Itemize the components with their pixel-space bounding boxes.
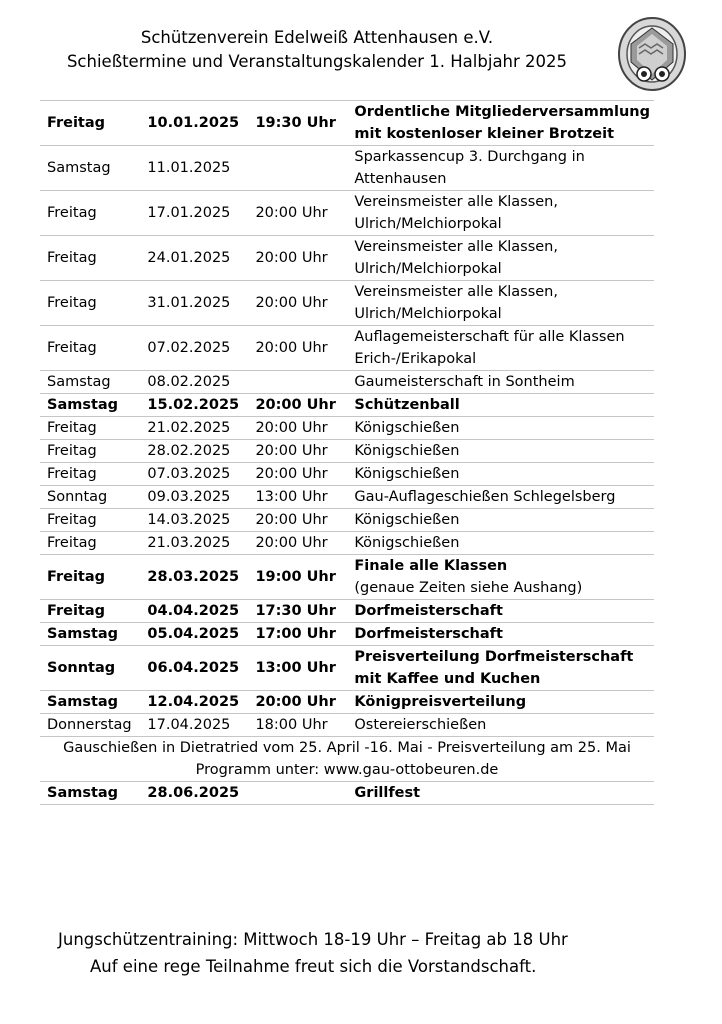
date-cell: 17.04.2025: [140, 714, 248, 737]
day-cell: Freitag: [40, 281, 140, 326]
event-line: Gaumeisterschaft in Sontheim: [354, 374, 575, 390]
date-cell: 28.06.2025: [140, 782, 248, 805]
time-cell: 19:30 Uhr: [248, 101, 347, 146]
time-cell: 20:00 Uhr: [248, 463, 347, 486]
date-cell: 05.04.2025: [140, 623, 248, 646]
date-cell: 08.02.2025: [140, 371, 248, 394]
day-cell: Samstag: [40, 146, 140, 191]
schedule-note-row: [40, 737, 654, 782]
event-cell: [347, 486, 654, 509]
event-line: Vereinsmeister alle Klassen,: [354, 194, 558, 210]
schedule-row: [40, 555, 654, 600]
day-cell: Freitag: [40, 417, 140, 440]
day-cell: Freitag: [40, 326, 140, 371]
time-cell: 20:00 Uhr: [248, 326, 347, 371]
event-line: Attenhausen: [354, 171, 447, 187]
event-line: Preisverteilung Dorfmeisterschaft: [354, 649, 634, 665]
date-cell: 10.01.2025: [140, 101, 248, 146]
date-cell: 11.01.2025: [140, 146, 248, 191]
event-line: Vereinsmeister alle Klassen,: [354, 284, 558, 300]
closing-note: Auf eine rege Teilnahme freut sich die Vorstandschaft.: [90, 957, 537, 976]
note-line: Gauschießen in Dietratried vom 25. April -16. Mai - Preisverteilung am 25. Mai: [63, 740, 631, 756]
schedule-row: [40, 714, 654, 737]
note-line: Programm unter: www.gau-ottobeuren.de: [195, 762, 499, 778]
event-cell: [347, 440, 654, 463]
schedule-row: [40, 782, 654, 805]
club-name: Schützenverein Edelweiß Attenhausen e.V.: [140, 28, 494, 47]
time-cell: 19:00 Uhr: [248, 555, 347, 600]
schedule-row: [40, 281, 654, 326]
event-line: Ulrich/Melchiorpokal: [354, 261, 502, 277]
time-cell: 13:00 Uhr: [248, 486, 347, 509]
event-line: Ulrich/Melchiorpokal: [354, 216, 502, 232]
schedule-row: [40, 600, 654, 623]
event-cell: [347, 417, 654, 440]
event-cell: [347, 691, 654, 714]
day-cell: Freitag: [40, 101, 140, 146]
date-cell: 07.03.2025: [140, 463, 248, 486]
schedule-row: [40, 463, 654, 486]
event-line: Schützenball: [354, 397, 460, 413]
date-cell: 07.02.2025: [140, 326, 248, 371]
date-cell: 06.04.2025: [140, 646, 248, 691]
event-cell: [347, 509, 654, 532]
day-cell: Samstag: [40, 394, 140, 417]
schedule-row: [40, 146, 654, 191]
event-line: Königpreisverteilung: [354, 694, 527, 710]
time-cell: 20:00 Uhr: [248, 509, 347, 532]
event-cell: [347, 532, 654, 555]
time-cell: [248, 371, 347, 394]
event-line: Königschießen: [354, 443, 460, 459]
document-header: [0, 26, 634, 74]
day-cell: Samstag: [40, 782, 140, 805]
document-title: Schießtermine und Veranstaltungskalender 1. Halbjahr 2025: [66, 52, 568, 71]
time-cell: [248, 146, 347, 191]
event-cell: [347, 600, 654, 623]
date-cell: 17.01.2025: [140, 191, 248, 236]
day-cell: Sonntag: [40, 486, 140, 509]
date-cell: 31.01.2025: [140, 281, 248, 326]
event-cell: [347, 191, 654, 236]
event-cell: [347, 714, 654, 737]
day-cell: Freitag: [40, 191, 140, 236]
date-cell: 12.04.2025: [140, 691, 248, 714]
date-cell: 21.03.2025: [140, 532, 248, 555]
event-line: Königschießen: [354, 535, 460, 551]
event-line: Ordentliche Mitgliederversammlung: [354, 104, 650, 120]
time-cell: 17:00 Uhr: [248, 623, 347, 646]
event-cell: [347, 236, 654, 281]
day-cell: Freitag: [40, 440, 140, 463]
date-cell: 14.03.2025: [140, 509, 248, 532]
time-cell: 18:00 Uhr: [248, 714, 347, 737]
date-cell: 09.03.2025: [140, 486, 248, 509]
schedule-row: [40, 486, 654, 509]
event-line: Finale alle Klassen: [354, 558, 508, 574]
event-cell: [347, 281, 654, 326]
event-line: mit Kaffee und Kuchen: [354, 671, 541, 687]
day-cell: Samstag: [40, 623, 140, 646]
event-line: Ulrich/Melchiorpokal: [354, 306, 502, 322]
day-cell: Freitag: [40, 555, 140, 600]
event-cell: [347, 101, 654, 146]
note-cell: [40, 737, 654, 782]
schedule-row: [40, 440, 654, 463]
event-line: Königschießen: [354, 466, 460, 482]
event-line: Sparkassencup 3. Durchgang in: [354, 149, 585, 165]
schedule-row: [40, 623, 654, 646]
time-cell: 20:00 Uhr: [248, 394, 347, 417]
event-cell: [347, 646, 654, 691]
event-line: Grillfest: [354, 785, 421, 801]
event-line: Ostereierschießen: [354, 717, 487, 733]
event-cell: [347, 555, 654, 600]
event-line: (genaue Zeiten siehe Aushang): [354, 580, 583, 596]
date-cell: 21.02.2025: [140, 417, 248, 440]
time-cell: 17:30 Uhr: [248, 600, 347, 623]
club-emblem-icon: [617, 16, 687, 92]
time-cell: [248, 782, 347, 805]
date-cell: 04.04.2025: [140, 600, 248, 623]
day-cell: Donnerstag: [40, 714, 140, 737]
day-cell: Freitag: [40, 532, 140, 555]
event-line: Erich-/Erikapokal: [354, 351, 477, 367]
event-line: Auflagemeisterschaft für alle Klassen: [354, 329, 625, 345]
event-line: Gau-Auflageschießen Schlegelsberg: [354, 489, 616, 505]
event-cell: [347, 463, 654, 486]
youth-training-note: Jungschützentraining: Mittwoch 18-19 Uhr – Freitag ab 18 Uhr: [58, 930, 568, 949]
schedule-table: [40, 100, 654, 805]
time-cell: 20:00 Uhr: [248, 191, 347, 236]
event-cell: [347, 146, 654, 191]
time-cell: 20:00 Uhr: [248, 691, 347, 714]
schedule-row: [40, 646, 654, 691]
time-cell: 20:00 Uhr: [248, 236, 347, 281]
schedule-row: [40, 371, 654, 394]
day-cell: Freitag: [40, 236, 140, 281]
schedule-row: [40, 326, 654, 371]
day-cell: Sonntag: [40, 646, 140, 691]
event-cell: [347, 623, 654, 646]
date-cell: 28.02.2025: [140, 440, 248, 463]
day-cell: Samstag: [40, 691, 140, 714]
day-cell: Samstag: [40, 371, 140, 394]
time-cell: 20:00 Uhr: [248, 417, 347, 440]
event-cell: [347, 326, 654, 371]
event-cell: [347, 782, 654, 805]
day-cell: Freitag: [40, 600, 140, 623]
event-line: Dorfmeisterschaft: [354, 603, 503, 619]
event-line: Königschießen: [354, 512, 460, 528]
schedule-row: [40, 509, 654, 532]
schedule-row: [40, 191, 654, 236]
event-cell: [347, 394, 654, 417]
time-cell: 20:00 Uhr: [248, 440, 347, 463]
time-cell: 20:00 Uhr: [248, 532, 347, 555]
date-cell: 15.02.2025: [140, 394, 248, 417]
schedule-row: [40, 394, 654, 417]
event-line: Vereinsmeister alle Klassen,: [354, 239, 558, 255]
day-cell: Freitag: [40, 463, 140, 486]
day-cell: Freitag: [40, 509, 140, 532]
event-line: mit kostenloser kleiner Brotzeit: [354, 126, 615, 142]
date-cell: 28.03.2025: [140, 555, 248, 600]
schedule-row: [40, 532, 654, 555]
schedule-row: [40, 417, 654, 440]
date-cell: 24.01.2025: [140, 236, 248, 281]
event-cell: [347, 371, 654, 394]
time-cell: 20:00 Uhr: [248, 281, 347, 326]
time-cell: 13:00 Uhr: [248, 646, 347, 691]
schedule-row: [40, 691, 654, 714]
schedule-row: [40, 101, 654, 146]
event-line: Königschießen: [354, 420, 460, 436]
event-line: Dorfmeisterschaft: [354, 626, 503, 642]
schedule-row: [40, 236, 654, 281]
